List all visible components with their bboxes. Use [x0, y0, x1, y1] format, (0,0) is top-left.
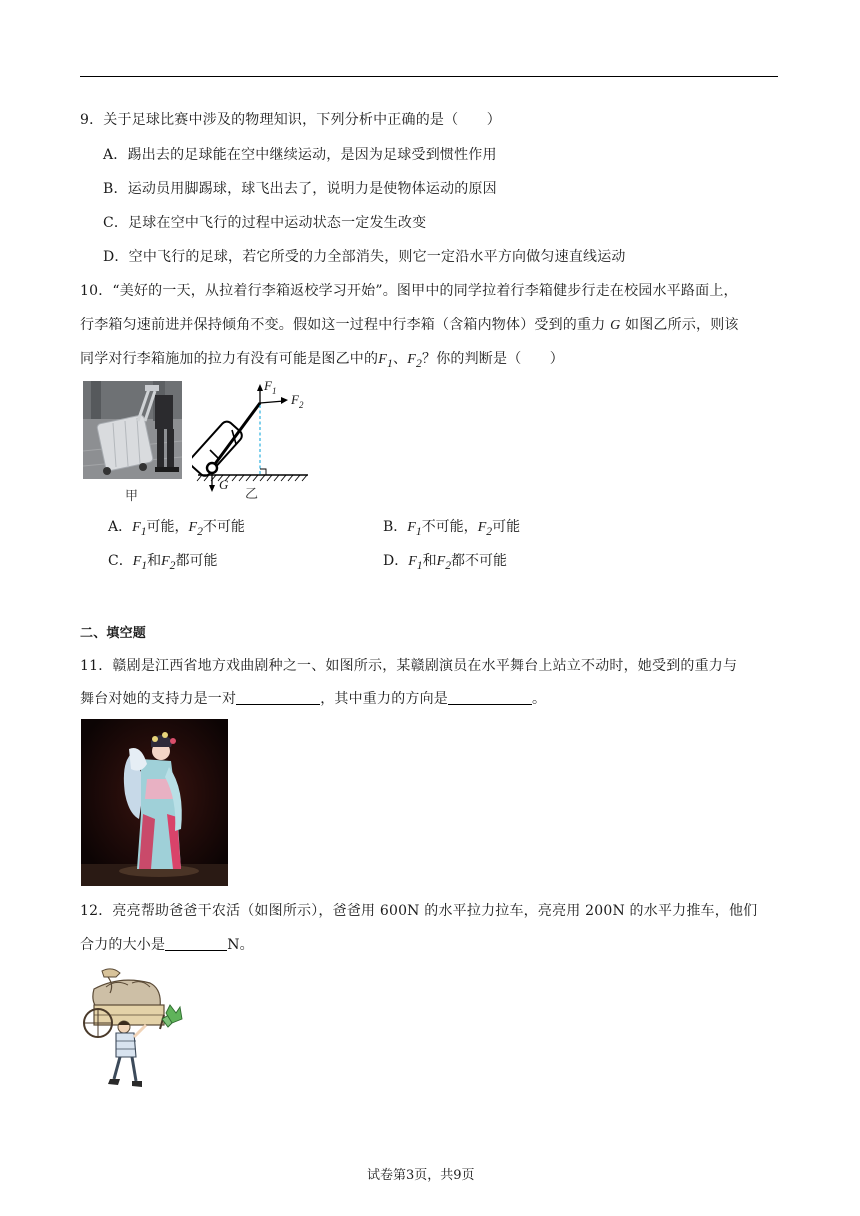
q12-line1: 12．亮亮帮助爸爸干农活（如图所示），爸爸用 600N 的水平拉力拉车，亮亮用 200N 的水平力推车，他们 [80, 903, 758, 919]
q10-option-b: B．$F_1$不可能，$F_2$可能 [383, 519, 521, 538]
q9-stem: 9．关于足球比赛中涉及的物理知识，下列分析中正确的是（ ） [80, 112, 501, 128]
q10-line2: 行李箱匀速前进并保持倾角不变。假如这一过程中行李箱（含箱内物体）受到的重力 G 如图乙所示，则该 [80, 317, 739, 333]
header-rule [80, 76, 778, 77]
label-f2: $F_2$ [291, 392, 304, 410]
q12-line2: 合力的大小是 N。 [80, 937, 254, 953]
q11-line1: 11．赣剧是江西省地方戏曲剧种之一、如图所示，某赣剧演员在水平舞台上站立不动时，她受到的重力与 [80, 658, 738, 674]
suitcase-photo [83, 381, 182, 479]
q10-line1: 10．“美好的一天，从拉着行李箱返校学习开始”。图甲中的同学拉着行李箱健步行走在校园水平路面上， [80, 283, 738, 299]
label-f1: $F_1$ [264, 378, 277, 396]
q11-line2: 舞台对她的支持力是一对 ，其中重力的方向是 。 [80, 691, 547, 707]
section-title: 二、填空题 [80, 626, 147, 641]
force-diagram [192, 378, 312, 502]
label-g: G [219, 477, 229, 492]
q10-option-d: D．$F_1$和$F_2$都不可能 [383, 553, 508, 572]
q11-blank-2[interactable] [448, 690, 532, 705]
q10-line3: 同学对行李箱施加的拉力有没有可能是图乙中的$F_1$、$F_2$？你的判断是（ ） [80, 351, 564, 370]
q9-option-a: A．踢出去的足球能在空中继续运动，是因为足球受到惯性作用 [103, 147, 497, 163]
q9-option-d: D．空中飞行的足球，若它所受的力全部消失，则它一定沿水平方向做匀速直线运动 [103, 249, 626, 265]
q10-option-a: A．$F_1$可能，$F_2$不可能 [108, 519, 245, 538]
caption-jia: 甲 [125, 489, 139, 504]
q12-blank[interactable] [165, 936, 227, 951]
q9-option-c: C．足球在空中飞行的过程中运动状态一定发生改变 [103, 215, 427, 231]
page-footer: 试卷第3页，共9页 [367, 1168, 475, 1183]
q9-option-b: B．运动员用脚踢球，球飞出去了，说明力是使物体运动的原因 [103, 181, 497, 197]
caption-yi: 乙 [245, 487, 259, 502]
q11-blank-1[interactable] [236, 690, 320, 705]
q10-option-c: C．$F_1$和$F_2$都可能 [108, 553, 218, 572]
cart-illustration [80, 967, 190, 1092]
opera-performer-photo [81, 719, 228, 886]
